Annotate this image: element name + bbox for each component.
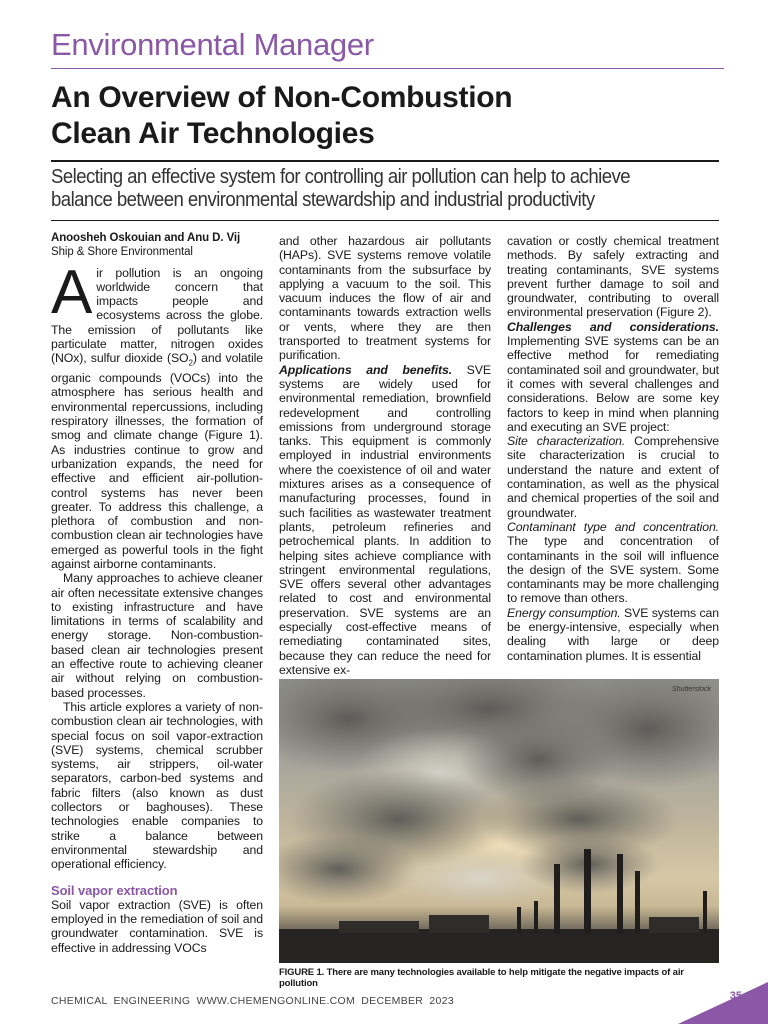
section-title: Environmental Manager bbox=[51, 27, 374, 62]
page-corner-tab bbox=[678, 982, 768, 1024]
paragraph: Energy consumption. SVE systems can be energy-intensive, especially when dealing with large or deep contamination plumes. It is essential bbox=[507, 605, 719, 663]
photo-credit: Shutterstock bbox=[672, 686, 711, 693]
footer-publication: CHEMICAL ENGINEERING bbox=[51, 995, 191, 1007]
headline-line-2: Clean Air Technologies bbox=[51, 117, 375, 150]
paragraph: Contaminant type and concentration. The type and concentration of contaminants in the soil will influence the design of the SVE system. Some contaminants may be more challenging to remove than others. bbox=[507, 519, 719, 606]
run-in-head: Challenges and considerations. bbox=[507, 319, 719, 334]
paragraph: This article explores a variety of non-combustion clean air technologies, with special focus on soil vapor-extraction (SVE) systems, chemical scrubber systems, air strippers, oil-water separators, carbon-bed systems and fabric filters (also known as dust collectors or baghouses). These technologies enable companies to strike a balance between environmental stewardship and operational efficiency. bbox=[51, 699, 263, 872]
caption-label: FIGURE 1. bbox=[279, 967, 325, 978]
paragraph: Soil vapor extraction (SVE) is often employed in the remediation of soil and groundwater contamination. SVE is effective in addressing VOCs bbox=[51, 897, 263, 955]
figure-caption bbox=[279, 967, 719, 989]
run-in-head: Site characterization. bbox=[507, 434, 626, 449]
footer-date: DECEMBER 2023 bbox=[361, 995, 454, 1007]
paragraph: cavation or costly chemical treatment methods. By safely extracting and treating contaminants, SVE systems prevent further damage to soil and groundwater, contributing to overall environmental preservation (Figure 2). bbox=[507, 234, 719, 320]
headline-rule bbox=[51, 160, 719, 162]
intro-paragraph: Air pollution is an ongoing worldwide concern that impacts people and ecosystems across the globe. The emission of pollutants like particulate matter, nitrogen oxides (NOx), sulfur dioxide $(SO_2)$ and volatile organic compounds (VOCs) into the atmosphere has serious health and environmental repercussions, including respiratory illnesses, the formation of smog and climate change (Figure 1). As industries continue to grow and urbanization expands, the need for effective and efficient air-pollution-control systems has never been greater. To address this challenge, a plethora of combustion and non-combustion clean air technologies have emerged as powerful tools in the fight against airborne contaminants. bbox=[51, 257, 263, 571]
smokestack-illustration bbox=[279, 679, 719, 963]
figure-1-photo bbox=[279, 679, 719, 963]
column-3 bbox=[507, 234, 719, 663]
paragraph: Applications and benefits. SVE systems are widely used for environmental remediation, brownfield redevelopment and controlling emissions from underground storage tanks. This equipment is commonly employed in industrial environments where the coexistence of oil and water mixtures arises as a consequence of manufacturing processes, found in such facilities as wastewater treatment plants, petroleum refineries and petrochemical plants. In addition to helping sites achieve compliance with stringent environmental regulations, SVE offers several other advantages related to cost and environmental preservation. SVE systems are an especially cost-effective means of remediating contaminated sites, because they can reduce the need for extensive ex- bbox=[279, 362, 491, 677]
paragraph: Many approaches to achieve cleaner air often necessitate extensive changes to existing infrastructure and have limitations in terms of scalability and energy storage. Non-combustion-based clean air technologies present an effective route to achieving cleaner air without relying on combustion-based processes. bbox=[51, 571, 263, 700]
byline-affiliation: Ship & Shore Environmental bbox=[51, 246, 193, 259]
paragraph: Challenges and considerations. Implementing SVE systems can be an effective method for remediating contaminated soil and groundwater, but it comes with several challenges and considerations. Below are some key factors to keep in mind when planning and executing an SVE project: bbox=[507, 319, 719, 434]
run-in-head: Contaminant type and concentration. bbox=[507, 519, 719, 534]
page-number: 35 bbox=[729, 990, 742, 1002]
headline-line-1: An Overview of Non-Combustion bbox=[51, 81, 513, 114]
page-footer bbox=[51, 995, 454, 1007]
article-deck: Selecting an effective system for controlling air pollution can help to achieve balance between environmental stewardship and industrial productivity bbox=[51, 166, 631, 211]
paragraph: Site characterization. Comprehensive site characterization is crucial to understand the nature and extent of contamination, as well as the physical and chemical properties of the soil and groundwater. bbox=[507, 434, 719, 520]
drop-cap: A bbox=[51, 257, 93, 327]
paragraph: and other hazardous air pollutants (HAPs). SVE systems remove volatile contaminants from the subsurface by applying a vacuum to the soil. This vacuum induces the flow of air and contaminants towards extraction wells or vents, where they are then transported to treatment systems for purification. bbox=[279, 234, 491, 363]
byline-authors: Anoosheh Oskouian and Anu D. Vij bbox=[51, 232, 241, 244]
column-2 bbox=[279, 234, 491, 677]
footer-url: WWW.CHEMENGONLINE.COM bbox=[196, 995, 356, 1007]
caption-text: There are many technologies available to help mitigate the negative impacts of air pollution bbox=[279, 967, 684, 989]
deck-rule bbox=[51, 220, 719, 221]
run-in-head: Energy consumption. bbox=[507, 605, 621, 620]
article-headline bbox=[51, 80, 731, 152]
subhead-soil-vapor-extraction: Soil vapor extraction bbox=[51, 882, 178, 898]
column-1 bbox=[51, 231, 263, 955]
section-rule bbox=[51, 68, 724, 69]
run-in-head: Applications and benefits. bbox=[279, 362, 453, 377]
